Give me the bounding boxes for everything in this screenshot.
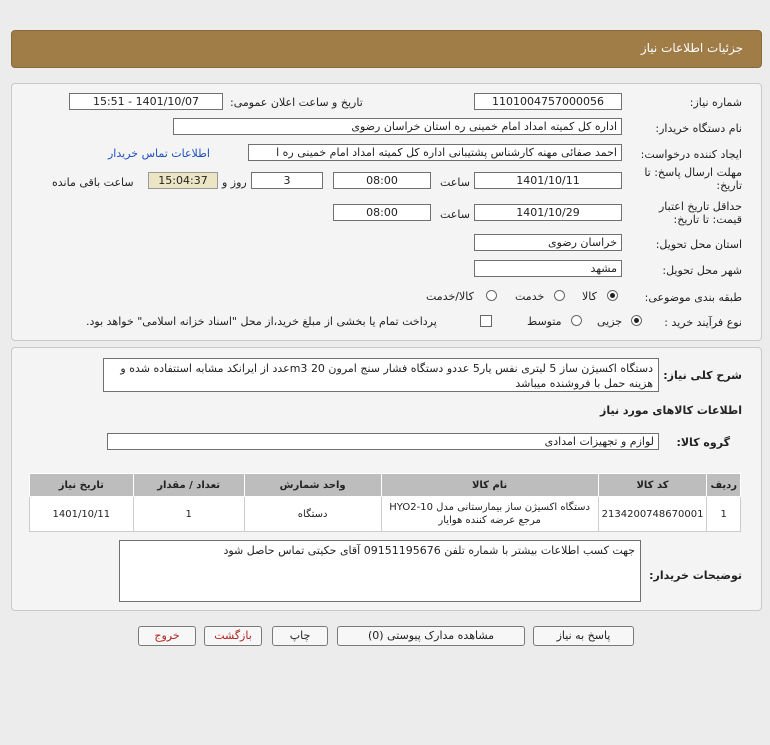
col-code: کد کالا — [598, 474, 707, 497]
category-option-service: خدمت — [515, 290, 545, 303]
process-label: نوع فرآیند خرید : — [664, 316, 742, 329]
cell-date: 1401/10/11 — [30, 497, 134, 532]
treasury-payment-checkbox[interactable] — [480, 315, 492, 327]
announce-label: تاریخ و ساعت اعلان عمومی: — [230, 96, 363, 109]
announce-datetime-field: 1401/10/07 - 15:51 — [69, 93, 223, 110]
cell-name: دستگاه اکسیژن ساز بیمارستانی مدل HYO2-10 مرجع عرضه کننده هوایار — [381, 497, 598, 532]
category-option-goods-service: کالا/خدمت — [426, 290, 474, 303]
col-unit: واحد شمارش — [244, 474, 381, 497]
col-date: تاریخ نیاز — [30, 474, 134, 497]
days-label: روز و — [222, 176, 247, 189]
validity-label: حداقل تاریخ اعتبار قیمت: تا تاریخ: — [658, 200, 742, 226]
summary-text: دستگاه اکسیژن ساز 5 لیتری نفس یار5 عددو دستگاه فشار سنج امرون 20 m3عدد از ایرانکد مشابه استتفاده شده و هزینه حمل با فروشنده میباشد — [103, 358, 659, 392]
print-button[interactable]: چاپ — [272, 626, 328, 646]
col-qty: تعداد / مقدار — [133, 474, 244, 497]
reply-button[interactable]: پاسخ به نیاز — [533, 626, 634, 646]
cell-qty: 1 — [133, 497, 244, 532]
need-number-field: 1101004757000056 — [474, 93, 622, 110]
buyer-notes-text: جهت کسب اطلاعات بیشتر با شماره تلفن 09151195676 آقای حکیتی تماس حاصل شود — [119, 540, 641, 602]
buyer-notes-label: توضیحات خریدار: — [649, 569, 742, 582]
goods-group-field: لوازم و تجهیزات امدادی — [107, 433, 659, 450]
requester-label: ایجاد کننده درخواست: — [640, 148, 742, 161]
need-number-label: شماره نیاز: — [689, 96, 742, 109]
goods-group-label: گروه کالا: — [676, 436, 730, 449]
page-title: جزئیات اطلاعات نیاز — [640, 41, 743, 55]
remaining-label: ساعت باقی مانده — [52, 176, 134, 189]
exit-button[interactable]: خروج — [138, 626, 196, 646]
goods-section-title: اطلاعات کالاهای مورد نیاز — [600, 404, 742, 417]
province-label: استان محل تحویل: — [655, 238, 742, 251]
category-radio-goods[interactable] — [607, 290, 618, 301]
city-field: مشهد — [474, 260, 622, 277]
process-option-medium: متوسط — [527, 315, 562, 328]
goods-table — [29, 473, 741, 532]
validity-time-label: ساعت — [440, 208, 470, 221]
table-header-row — [30, 474, 741, 497]
process-radio-medium[interactable] — [571, 315, 582, 326]
buyer-org-field: اداره کل کمیته امداد امام خمینی ره استان خراسان رضوی — [173, 118, 622, 135]
table-row — [30, 497, 741, 532]
treasury-payment-note: پرداخت تمام یا بخشی از مبلغ خرید،از محل "اسناد خزانه اسلامی" خواهد بود. — [86, 315, 437, 328]
cell-row: 1 — [707, 497, 741, 532]
col-row: ردیف — [707, 474, 741, 497]
buyer-org-label: نام دستگاه خریدار: — [655, 122, 742, 135]
city-label: شهر محل تحویل: — [662, 264, 742, 277]
cell-unit: دستگاه — [244, 497, 381, 532]
deadline-label: مهلت ارسال پاسخ: تا تاریخ: — [644, 166, 742, 192]
remaining-time-field: 15:04:37 — [148, 172, 218, 189]
view-attachments-button[interactable]: مشاهده مدارک پیوستی (0) — [337, 626, 525, 646]
deadline-time-field: 08:00 — [333, 172, 431, 189]
days-remaining-field: 3 — [251, 172, 323, 189]
summary-label: شرح کلی نیاز: — [663, 369, 742, 382]
process-radio-minor[interactable] — [631, 315, 642, 326]
requester-field: احمد صفائی مهنه کارشناس پشتیبانی اداره کل کمیته امداد امام خمینی ره ا — [248, 144, 622, 161]
deadline-time-label: ساعت — [440, 176, 470, 189]
back-button[interactable]: بازگشت — [204, 626, 262, 646]
process-option-minor: جزیی — [597, 315, 623, 328]
category-option-goods: کالا — [582, 290, 597, 303]
col-name: نام کالا — [381, 474, 598, 497]
cell-code: 2134200748670001 — [598, 497, 707, 532]
category-radio-service[interactable] — [554, 290, 565, 301]
page-header — [11, 30, 762, 68]
validity-date-field: 1401/10/29 — [474, 204, 622, 221]
buyer-contact-link[interactable]: اطلاعات تماس خریدار — [108, 147, 210, 160]
category-radio-goods-service[interactable] — [486, 290, 497, 301]
validity-time-field: 08:00 — [333, 204, 431, 221]
deadline-date-field: 1401/10/11 — [474, 172, 622, 189]
category-label: طبقه بندی موضوعی: — [644, 291, 742, 304]
province-field: خراسان رضوی — [474, 234, 622, 251]
